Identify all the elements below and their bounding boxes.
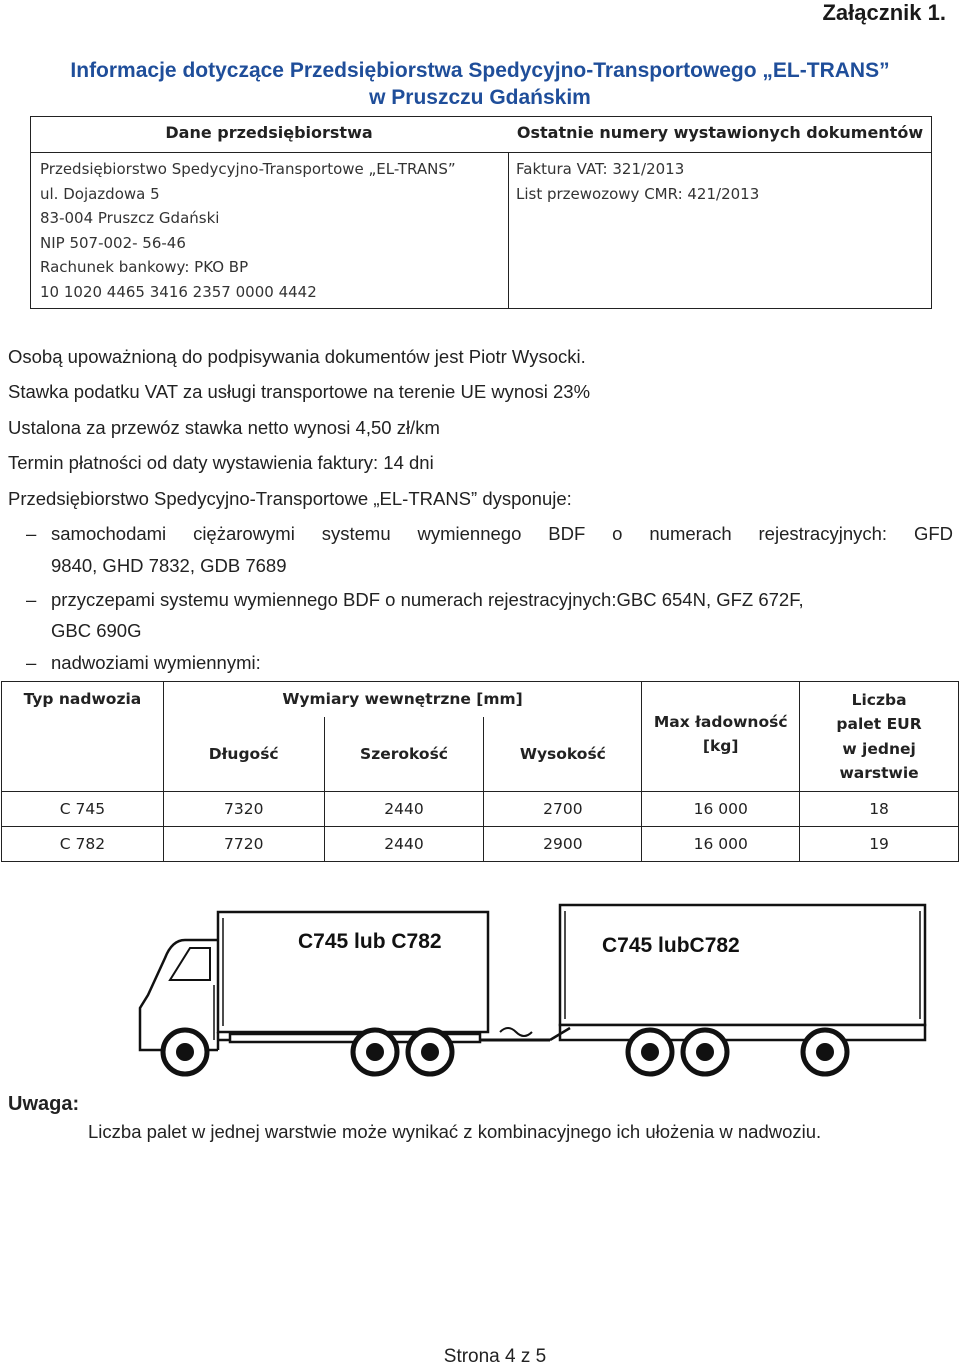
col-header-dimensions: Wymiary wewnętrzne [mm]	[163, 682, 641, 717]
cell-pallets: 19	[800, 827, 959, 862]
invoice-number: Faktura VAT: 321/2013	[516, 160, 685, 178]
cmr-number: List przewozowy CMR: 421/2013	[516, 184, 760, 203]
trucks-bullet-line-2: 9840, GHD 7832, GDB 7689	[51, 555, 287, 576]
col-header-body-type: Typ nadwozia	[2, 682, 164, 792]
title-line-2: w Pruszczu Gdańskim	[369, 86, 591, 109]
company-box-header-divider	[30, 152, 932, 153]
payment-term-text: Termin płatności od daty wystawienia faktury: 14 dni	[8, 452, 434, 473]
note-label: Uwaga:	[8, 1093, 80, 1115]
authorized-person-text: Osobą upoważnioną do podpisywania dokumentów jest Piotr Wysocki.	[8, 346, 586, 367]
documents-header: Ostatnie numery wystawionych dokumentów	[516, 123, 924, 142]
table-row	[2, 827, 959, 862]
company-street: ul. Dojazdowa 5	[40, 184, 160, 203]
page-footer: Strona 4 z 5	[443, 1346, 547, 1367]
bullet-dash: –	[26, 589, 37, 610]
cell-body-type: C 782	[2, 827, 164, 862]
net-rate-text: Ustalona za przewóz stawka netto wynosi 4,50 zł/km	[8, 417, 440, 438]
trailers-bullet-line-2: GBC 690G	[51, 620, 142, 641]
pallets-label-4: warstwie	[839, 764, 919, 782]
trailer-body-label: C745 lubC782	[602, 934, 740, 957]
coupling-spring	[500, 1028, 532, 1036]
annex-label: Załącznik 1.	[822, 0, 946, 25]
trucks-bullet-line-1: samochodami ciężarowymi systemu wymiennego BDF o numerach rejestracyjnych: GFD	[51, 523, 953, 544]
table-row	[2, 792, 959, 827]
trailer-body-box	[560, 905, 925, 1025]
company-box-column-divider	[508, 152, 509, 309]
cell-height: 2900	[484, 827, 642, 862]
company-account: 10 1020 4465 3416 2357 0000 4442	[40, 282, 317, 301]
col-header-length: Długość	[163, 717, 324, 792]
col-header-pallets	[800, 682, 959, 792]
company-nip: NIP 507-002- 56-46	[40, 233, 186, 252]
bodies-bullet-line: nadwoziami wymiennymi:	[51, 652, 261, 673]
col-header-max-load	[642, 682, 800, 792]
company-city: 83-004 Pruszcz Gdański	[40, 209, 220, 227]
trailers-bullet-line-1: przyczepami systemu wymiennego BDF o numerach rejestracyjnych:GBC 654N, GFZ 672F,	[51, 589, 804, 610]
company-name: Przedsiębiorstwo Spedycyjno-Transportowe „EL-TRANS”	[40, 160, 456, 178]
title-line-1: Informacje dotyczące Przedsiębiorstwa Spedycyjno-Transportowego „EL-TRANS”	[70, 59, 890, 82]
cell-height: 2700	[484, 792, 642, 827]
cell-length: 7320	[163, 792, 324, 827]
pallets-label-2: palet EUR	[836, 715, 922, 733]
cell-max-load: 16 000	[642, 792, 800, 827]
bullet-dash: –	[26, 652, 37, 673]
cell-width: 2440	[324, 792, 484, 827]
cell-max-load: 16 000	[642, 827, 800, 862]
col-header-width: Szerokość	[324, 717, 484, 792]
pallets-label-1: Liczba	[851, 690, 907, 709]
bullet-dash: –	[26, 523, 37, 544]
body-specs-table	[1, 681, 959, 862]
company-bank: Rachunek bankowy: PKO BP	[40, 258, 249, 276]
cell-body-type: C 745	[2, 792, 164, 827]
pallets-label-3: w jednej	[842, 739, 916, 758]
max-load-label: Max ładowność	[653, 712, 788, 731]
cell-length: 7720	[163, 827, 324, 862]
cell-width: 2440	[324, 827, 484, 862]
truck-body-label: C745 lub C782	[298, 930, 442, 953]
note-text: Liczba palet w jednej warstwie może wynikać z kombinacyjnego ich ułożenia w nadwoziu.	[88, 1121, 822, 1142]
truck-trailer-drawing	[130, 900, 950, 1080]
vat-rate-text: Stawka podatku VAT za usługi transportowe na terenie UE wynosi 23%	[8, 381, 591, 402]
max-load-unit: [kg]	[702, 736, 739, 755]
fleet-intro-text: Przedsiębiorstwo Spedycyjno-Transportowe „EL-TRANS” dysponuje:	[8, 488, 572, 509]
cell-pallets: 18	[800, 792, 959, 827]
col-header-height: Wysokość	[484, 717, 642, 792]
company-data-header: Dane przedsiębiorstwa	[165, 123, 373, 142]
